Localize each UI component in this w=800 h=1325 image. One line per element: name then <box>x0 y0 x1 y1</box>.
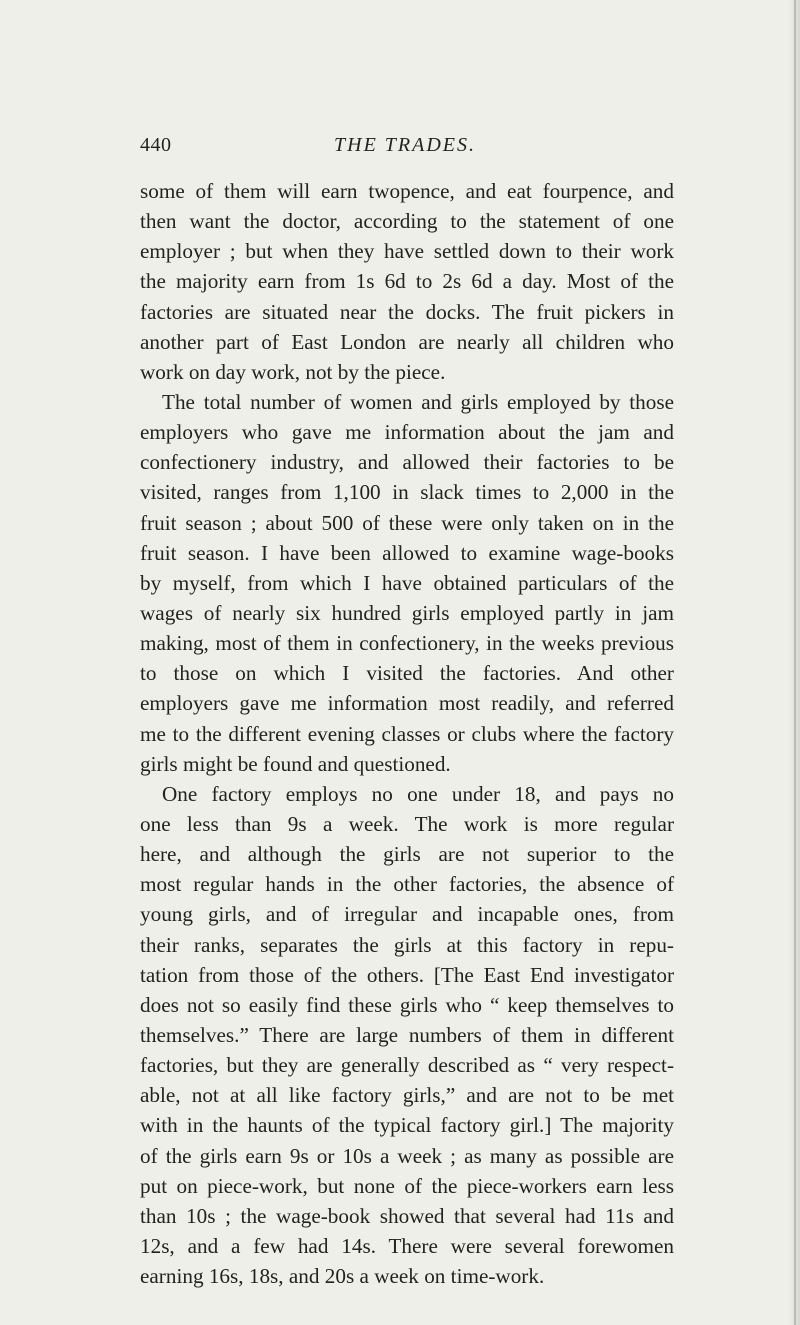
text-line: here, and although the girls are not superior to the <box>140 842 674 867</box>
text-line: one less than 9s a week. The work is more regular <box>140 811 674 836</box>
text-line: fruit season ; about 500 of these were only taken on in the <box>140 510 674 535</box>
text-line: me to the different evening classes or clubs where the factory <box>140 721 674 746</box>
text-line: to those on which I visited the factories. And other <box>140 661 674 686</box>
text-line: factories are situated near the docks. The fruit pickers in <box>140 299 674 324</box>
page-edge-line <box>794 0 796 1325</box>
text-line: most regular hands in the other factories, the absence of <box>140 872 674 897</box>
running-title: THE TRADES. <box>334 134 476 156</box>
text-line: One factory employs no one under 18, and pays no <box>162 781 674 806</box>
text-line: then want the doctor, according to the statement of one <box>140 209 674 234</box>
text-line: 12s, and a few had 14s. There were several forewomen <box>140 1233 674 1258</box>
text-line: tation from those of the others. [The East End investigator <box>140 962 674 987</box>
text-line: fruit season. I have been allowed to examine wage-books <box>140 540 674 565</box>
text-line: does not so easily find these girls who “ keep themselves to <box>140 992 674 1017</box>
text-line: another part of East London are nearly all children who <box>140 329 674 354</box>
text-line: by myself, from which I have obtained particulars of the <box>140 570 674 595</box>
text-line: employers gave me information most readily, and referred <box>140 691 674 716</box>
running-head <box>140 134 670 162</box>
text-line: young girls, and of irregular and incapable ones, from <box>140 902 674 927</box>
text-line: the majority earn from 1s 6d to 2s 6d a day. Most of the <box>140 269 674 294</box>
text-line: factories, but they are generally described as “ very respect- <box>140 1053 674 1078</box>
text-line: employer ; but when they have settled down to their work <box>140 239 674 264</box>
text-line: making, most of them in confectionery, in the weeks previous <box>140 631 674 656</box>
text-line: their ranks, separates the girls at this factory in repu- <box>140 932 674 957</box>
body-text <box>140 176 674 1291</box>
text-line: than 10s ; the wage-book showed that several had 11s and <box>140 1203 674 1228</box>
text-line: The total number of women and girls employed by those <box>162 389 674 414</box>
text-line: put on piece-work, but none of the piece-workers earn less <box>140 1173 674 1198</box>
page-number: 440 <box>140 134 172 156</box>
text-line: employers who gave me information about the jam and <box>140 420 674 445</box>
text-line: girls might be found and questioned. <box>140 751 451 776</box>
text-line: visited, ranges from 1,100 in slack times to 2,000 in the <box>140 480 674 505</box>
text-line: wages of nearly six hundred girls employed partly in jam <box>140 600 674 625</box>
text-line: themselves.” There are large numbers of them in different <box>140 1022 674 1047</box>
text-line: earning 16s, 18s, and 20s a week on time-work. <box>140 1264 545 1289</box>
text-line: with in the haunts of the typical factory girl.] The majority <box>140 1113 674 1138</box>
text-line: some of them will earn twopence, and eat fourpence, and <box>140 179 674 203</box>
text-line: work on day work, not by the piece. <box>140 359 446 384</box>
text-line: of the girls earn 9s or 10s a week ; as many as possible are <box>140 1143 674 1168</box>
text-line: confectionery industry, and allowed their factories to be <box>140 450 674 475</box>
text-line: able, not at all like factory girls,” and are not to be met <box>140 1083 674 1108</box>
